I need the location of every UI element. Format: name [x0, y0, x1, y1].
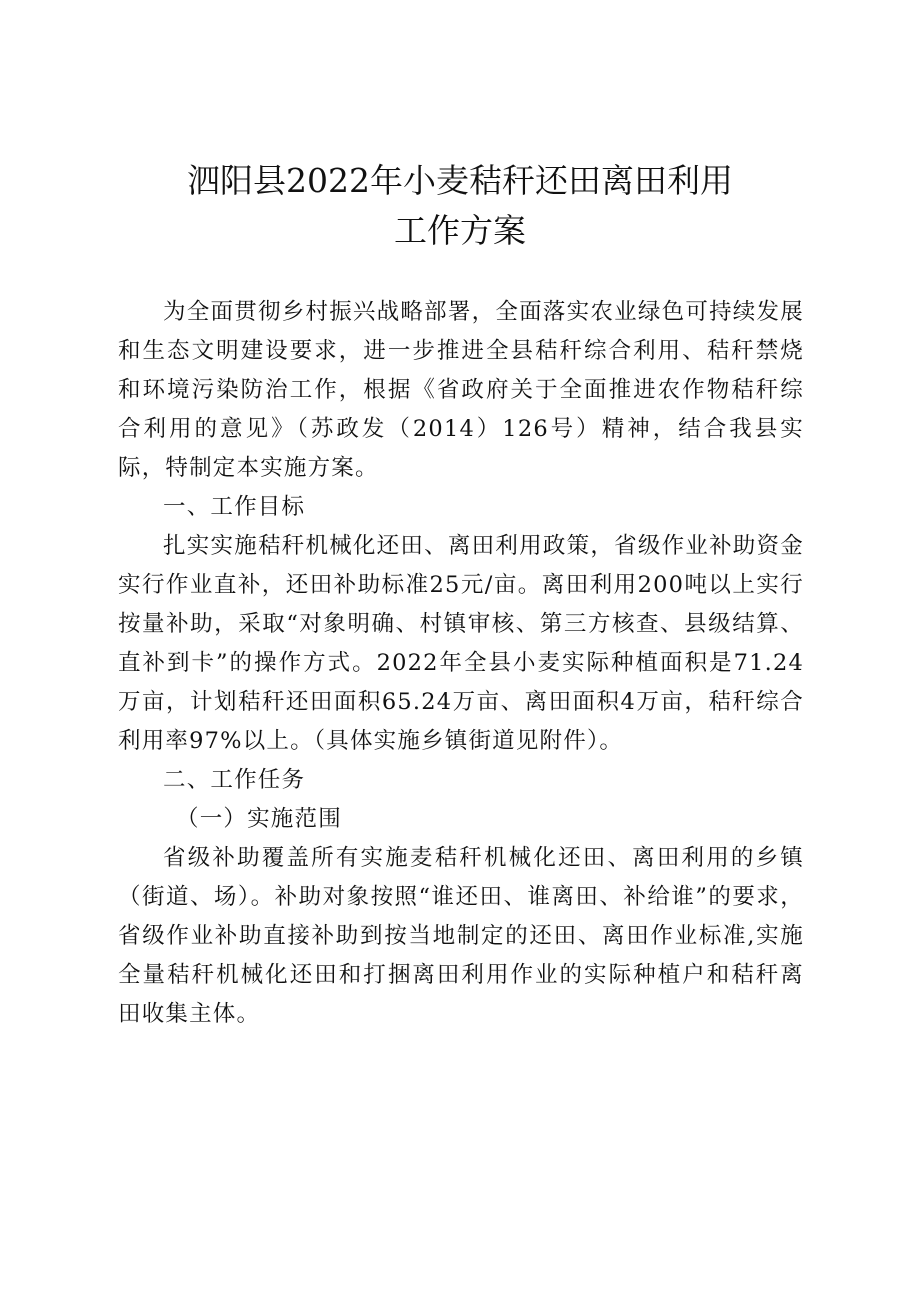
intro-paragraph: 为全面贯彻乡村振兴战略部署，全面落实农业绿色可持续发展和生态文明建设要求，进一步推进全县秸秆综合利用、秸秆禁烧和环境污染防治工作，根据《省政府关于全面推进农作物秸秆综合利用的意见》（苏政发（2014）126号）精神，结合我县实际，特制定本实施方案。	[118, 299, 804, 481]
scope-paragraph: 省级补助覆盖所有实施麦秸秆机械化还田、离田利用的乡镇（街道、场）。补助对象按照“谁还田、谁离田、补给谁”的要求，省级作业补助直接补助到按当地制定的还田、离田作业标准,实施全量秸秆机械化还田和打捆离田利用作业的实际种植户和秸秆离田收集主体。	[118, 845, 804, 1027]
document-body	[118, 293, 804, 1034]
document-title-line-1: 泗阳县2022年小麦秸秆还田离田利用	[187, 161, 733, 200]
subsection-heading-scope: （一）实施范围	[176, 806, 342, 832]
section-heading-goals: 一、工作目标	[163, 494, 306, 520]
document-title-line-2: 工作方案	[394, 211, 526, 250]
section-heading-tasks: 二、工作任务	[163, 767, 306, 793]
goals-paragraph: 扎实实施秸秆机械化还田、离田利用政策，省级作业补助资金实行作业直补，还田补助标准25元/亩。离田利用200吨以上实行按量补助，采取“对象明确、村镇审核、第三方核查、县级结算、直补到卡”的操作方式。2022年全县小麦实际种植面积是71.24万亩，计划秸秆还田面积65.24万亩、离田面积4万亩，秸秆综合利用率97%以上。（具体实施乡镇街道见附件）。	[118, 533, 804, 754]
